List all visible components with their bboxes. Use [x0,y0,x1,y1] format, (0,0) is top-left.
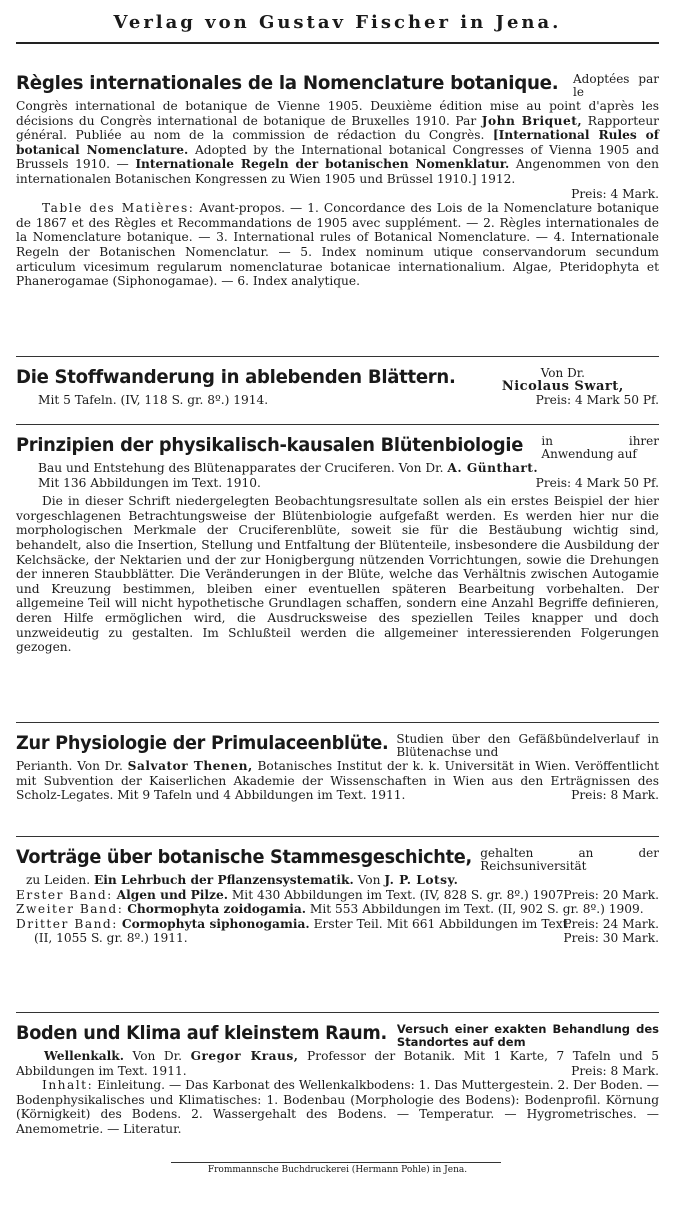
entry-subtitle: gehalten an der Reichsuniversität [480,846,659,873]
entry-bluetenbiologie [16,434,659,655]
entry-subtitle: in ihrer Anwendung auf [541,434,659,461]
entry-subtitle: Von Dr. Nicolaus Swart, [501,366,624,394]
price: Preis: 24 Mark. [563,916,659,931]
volume-2: Zweiter Band: Chormophyta zoidogamia. Mit 553 Abbildungen im Text. (II, 902 S. gr. 8º.) 1909. Preis: 24 Mark. [16,902,659,931]
entry-title: Règles internationales de la Nomenclature botanique. [16,72,559,94]
price: Preis: 20 Mark. [563,887,659,902]
entry-body: Die in dieser Schrift niedergelegten Beobachtungsresultate sollen als ein erstes Beispiel der hier vorgeschlagenen Betrachtungsweise der Blütenbiologie aufgefaßt werden. Es werden hier nur die morphologischen Merkmale der Cruciferenblüte, soweit sie für die Bestäubung wichtig sind, behandelt, also die Insertion, Stellung und Entfaltung der Blütenteile, insbesondere die Ausbildung der Kelchsäcke, der Nektarien und der zur Honigbergung nützenden Vorrichtungen, sowie die Drehungen der inneren Staubblätter. Die Veränderungen in der Blüte, welche das Verhältnis zwischen Autogamie und Kreuzung bestimmen, bleiben einer eventuellen späteren Bearbeitung vorbehalten. Der allgemeine Teil will nicht hypothetische Grundlagen schaffen, sondern eine Anzahl Begriffe definieren, deren Hilfe ermöglichen wird, die Ausdrucksweise des speziellen Teiles knapper und doch unzweideutig zu gestalten. Im Schlußteil werden die allgemeiner interessierenden Folgerungen gezogen. [16,494,659,655]
table-of-contents: Table des Matières: Avant-propos. — 1. Concordance des Lois de la Nomenclature botanique de 1867 et des Règles et Recommandations de 1905 avec supplément. — 2. Règles internationales de la Nomenclature botanique. — 3. International rules of Botanical Nomenclature. — 4. Internationale Regeln der Botanischen Nomenclatur. — 5. Index nominum utique conservandorum secundum articulum vicesimum regularum nomenclaturae botanicae internationalium. Algae, Pteridophyta et Phanerogamae (Siphonogamae). — 6. Index analytique. [16,201,659,289]
entry-subtitle: Studien über den Gefäßbündelverlauf in Blütenachse und [396,732,659,759]
author-name: Gregor Kraus, [190,1049,299,1063]
contents: Inhalt: Einleitung. — Das Karbonat des Wellenkalkbodens: 1. Das Muttergestein. 2. Der Boden. — Bodenphysikalisches und Klimatisches: 1. Bodenbau (Morphologie des Bodens): Bodenprofil. Körnung (Körnigkeit) des Bodens. 2. Wassergehalt des Bodens. — Temperatur. — Hygrometrisches. — Anemometrie. — Literatur. [16,1078,659,1136]
entry-regles [16,72,659,289]
entry-body: Congrès international de botanique de Vienne 1905. Deuxième édition mise au point d'après les décisions du Congrès international de botanique de Bruxelles 1910. Par John Briquet, Rapporteur général. Publiée au nom de la commission de rédaction du Congrès. [International Rules of botanical Nomenclature. Adopted by the International botanical Congresses of Vienna 1905 and Brussels 1910. — Internationale Regeln der botanischen Nomenklatur. Angenommen von den internationalen Botanischen Kongressen zu Wien 1905 und Brüssel 1910.] 1912. [16,99,660,186]
entry-title: Prinzipien der physikalisch-kausalen Blütenbiologie [16,434,524,456]
volume-3: Dritter Band: Cormophyta siphonogamia. Erster Teil. Mit 661 Abbildungen im Text. (II, 1055 S. gr. 8º.) 1911. Preis: 30 Mark. [16,916,659,946]
entry-intro: zu Leiden. Ein Lehrbuch der Pflanzensystematik. Von J. P. Lotsy. [26,873,459,887]
printer-footer: Frommannsche Buchdruckerei (Hermann Pohle) in Jena. [207,1165,468,1175]
publisher-header: Verlag von Gustav Fischer in Jena. [113,12,562,33]
separator [16,1012,659,1013]
entry-subtitle: Versuch einer exakten Behandlung des Standortes auf dem [396,1022,659,1049]
price: Preis: 30 Mark. [563,931,659,946]
entry-stammesgeschichte [16,846,659,946]
author-name: J. P. Lotsy. [384,873,459,887]
separator [16,722,659,723]
price: Preis: 4 Mark 50 Pf. [535,393,659,407]
separator [16,356,659,357]
price: Preis: 8 Mark. [571,1063,659,1078]
entry-title: Boden und Klima auf kleinstem Raum. [16,1022,387,1044]
price: Preis: 4 Mark. [571,186,659,201]
author-name: A. Günthart. [447,461,539,475]
entry-subtitle: Adoptées par le [573,72,659,99]
price: Preis: 4 Mark 50 Pf. [535,475,659,490]
entry-body: Perianth. Von Dr. Salvator Thenen, Botanisches Institut der k. k. Universität in Wien. Veröffentlicht mit Subvention der Kaiserlichen Akademie der Wissenschaften in Wien aus den Erträgnissen des Scholz-Legates. Mit 9 Tafeln und 4 Abbildungen im Text. 1911. Preis: 8 Mark. [16,759,660,803]
footer-rule [171,1162,501,1163]
entry-detail: Preis: 4 Mark 50 Pf. Mit 136 Abbildungen im Text. 1910. [38,475,659,490]
entry-primulaceen [16,732,659,803]
author-name: Nicolaus Swart, [501,379,624,394]
price: Preis: 8 Mark. [571,788,659,803]
volume-1: Erster Band: Algen und Pilze. Mit 430 Abbildungen im Text. (IV, 828 S. gr. 8º.) 1907. Preis: 20 Mark. [16,887,659,902]
author-name: Salvator Thenen, [127,759,253,773]
entry-stoffwanderung [16,366,659,408]
entry-title: Vorträge über botanische Stammesgeschichte, [16,846,472,868]
separator [16,836,659,837]
header-rule [16,42,659,44]
entry-intro: Bau und Entstehung des Blütenapparates der Cruciferen. Von Dr. A. Günthart. [38,461,539,475]
entry-title: Zur Physiologie der Primulaceenblüte. [16,732,389,754]
entry-title: Die Stoffwanderung in ablebenden Blättern. [16,366,456,388]
entry-body: Wellenkalk. Von Dr. Gregor Kraus, Professor der Botanik. Mit 1 Karte, 7 Tafeln und 5 Abbildungen im Text. 1911. Preis: 8 Mark. [16,1049,659,1078]
entry-boden-klima [16,1022,659,1137]
entry-detail: Preis: 4 Mark 50 Pf. Mit 5 Tafeln. (IV, 118 S. gr. 8º.) 1914. [38,393,659,407]
separator [16,424,659,425]
author-name: John Briquet, [481,113,583,128]
